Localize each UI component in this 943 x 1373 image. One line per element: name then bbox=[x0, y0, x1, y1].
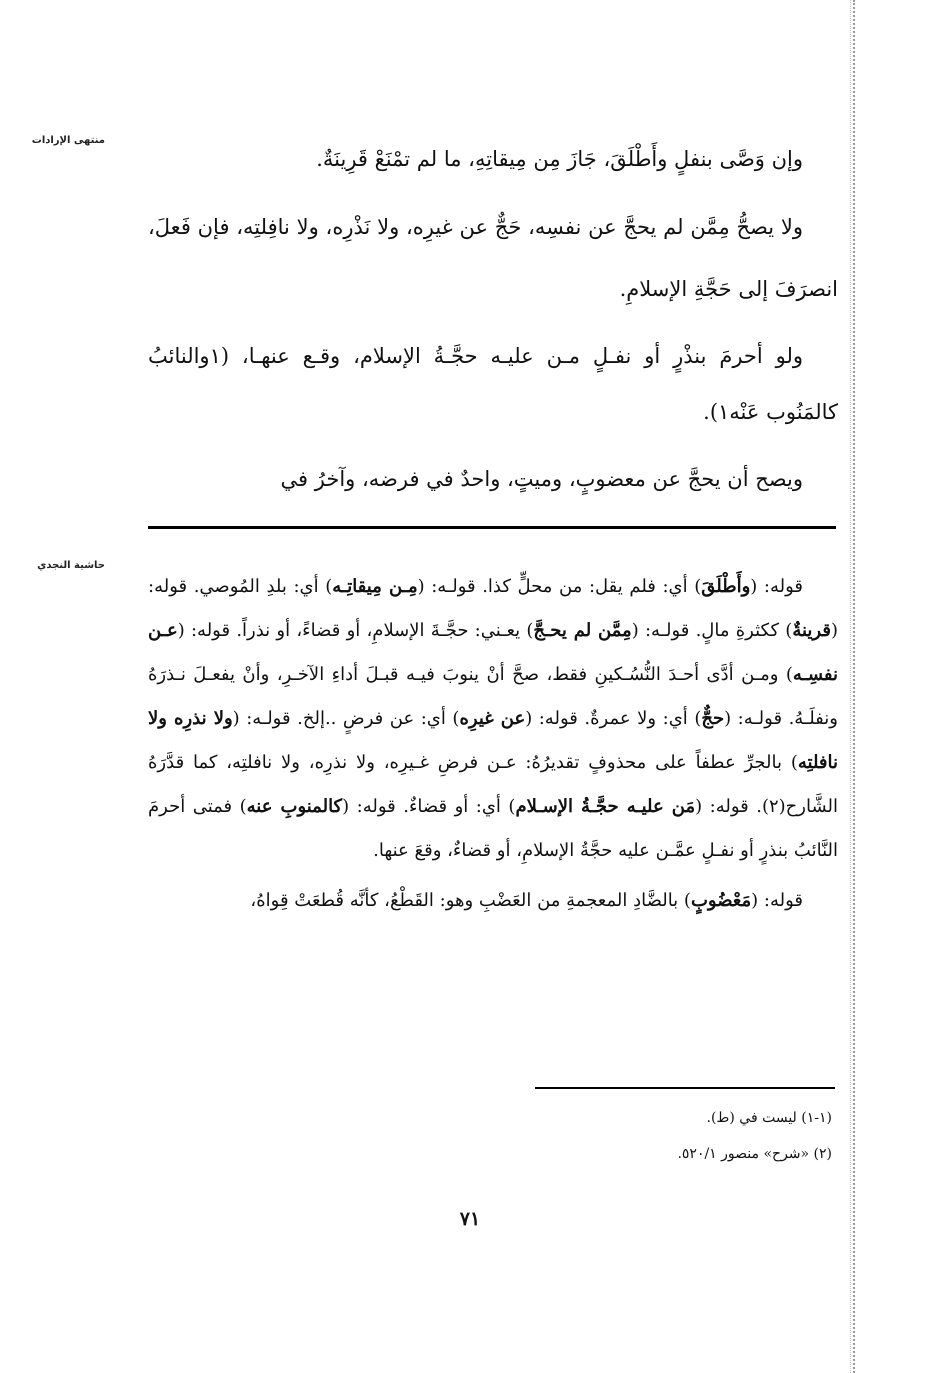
commentary-text-run: ) ككثرةِ مالٍ. قولـه: ( bbox=[631, 620, 793, 641]
commentary-text-run: ) أي: أو قضاءٌ. قوله: ( bbox=[342, 796, 516, 817]
commentary-text-run: ) أي: بلدِ المُوصي. قوله: ( bbox=[148, 576, 838, 641]
commentary-block bbox=[148, 565, 838, 923]
commentary-quoted-phrase: عـن نفسِـه bbox=[148, 620, 838, 685]
page-edge-dotted-line-inner bbox=[850, 0, 851, 1373]
commentary-text-run: ) فمتى أحرمَ النَّائبُ بنذرٍ أو نفـلٍ عمَّـن عليه حجَّةُ الإسلامِ، أو قضاءٌ، وقعَ عنها. bbox=[148, 796, 838, 861]
commentary-quoted-phrase: قرينةٌ bbox=[792, 620, 831, 641]
main-paragraph-1: وإن وَصَّى بنفلٍ وأَطْلَقَ، جَازَ مِن مِيقاتِهِ، ما لم تمْنَعْ قَرِينَةٌ. bbox=[316, 147, 803, 171]
commentary-text-run: قوله: ( bbox=[750, 576, 803, 597]
side-label-main-text: منتهى الإرادات bbox=[31, 135, 105, 146]
main-paragraph-2: ولا يصحُّ مِمَّن لم يحجَّ عن نفسِه، حَجٌّ عن غيرِه، ولا نَذْرِه، ولا نافِلتِه، فإن فَعلَ، انصرَفَ إلى حَجَّةِ الإسلامِ. bbox=[148, 215, 838, 301]
commentary-text-run: ) أي: عن فرضٍ ..إلخ. قولـه: ( bbox=[232, 708, 460, 729]
commentary-quoted-phrase: وأَطْلَقَ bbox=[701, 576, 751, 597]
main-paragraph-3: ولو أحرمَ بنذْرٍ أو نفـلٍ مـن عليـه حجَّـةُ الإسلام، وقـع عنهـا، (١والنائبُ كالمَنُوب عَنْه١). bbox=[148, 344, 838, 424]
commentary-quoted-phrase: حجٌّ bbox=[701, 708, 725, 729]
commentary-quoted-phrase: كالمنوبِ عنه bbox=[246, 796, 343, 817]
page-edge-dotted-line bbox=[853, 0, 855, 1373]
footnotes bbox=[148, 1100, 838, 1172]
page-number: ٧١ bbox=[459, 1208, 481, 1230]
commentary-text-run: ) ومـن أدَّى أحـدَ النُّسُـكينِ فقط، صحَّ أنْ ينوبَ فيـه قبـلَ أداءِ الآخـرِ، وأنْ يفعـلَ نـذرَهُ ونفلَـهُ. قولـه: ( bbox=[148, 664, 838, 729]
commentary-paragraph-1 bbox=[148, 565, 838, 873]
footnote-2: (٢) «شرح» منصور ٥٢٠/١. bbox=[677, 1146, 832, 1162]
commentary-text-run: ) أي: ولا عمرةٌ. قوله: ( bbox=[525, 708, 702, 729]
footnote-1: (١-١) ليست في (ط). bbox=[706, 1110, 832, 1126]
commentary-quoted-phrase: مَعْضُوبٍ bbox=[690, 890, 752, 911]
side-label-commentary: حاشية النجدي bbox=[37, 560, 105, 571]
commentary-quoted-phrase: ولا نذرِه ولا نافلتِه bbox=[148, 708, 838, 773]
footnote-divider bbox=[535, 1087, 835, 1089]
main-paragraph-4: ويصح أن يحجَّ عن معضوبٍ، وميتٍ، واحدٌ في فرضه، وآخرُ في bbox=[280, 467, 803, 491]
commentary-quoted-phrase: مِـن مِيقاتِـه bbox=[332, 576, 418, 597]
commentary-text-run: قوله: ( bbox=[751, 890, 803, 911]
section-divider bbox=[148, 526, 836, 529]
commentary-quoted-phrase: عن غيرِه bbox=[459, 708, 526, 729]
commentary-paragraph-2 bbox=[148, 879, 838, 923]
commentary-quoted-phrase: مَن عليـه حجَّـةُ الإسـلام bbox=[515, 796, 696, 817]
commentary-text-run: ) أي: فلم يقل: من محلٍّ كذا. قولـه: ( bbox=[417, 576, 702, 597]
commentary-text-run: ) بالجرِّ عطفاً على محذوفٍ تقديرُهُ: عـن فرضِ غـيرِه، ولا نذرِه، ولا نافلتِه، كما قدَّرَهُ الشَّارح(٢). قوله: ( bbox=[148, 752, 839, 817]
main-text-block bbox=[148, 128, 838, 510]
commentary-text-run: ) بالضَّادِ المعجمةِ من العَضْبِ وهو: القَطْعُ، كأنَّه قُطعَتْ قِواهُ، bbox=[250, 890, 691, 911]
commentary-quoted-phrase: مِمَّن لم يحـجَّ bbox=[533, 620, 632, 641]
commentary-text-run: ) يعـني: حجَّـةَ الإسلامِ، أو قضاءً، أو نذراً. قوله: ( bbox=[177, 620, 534, 641]
